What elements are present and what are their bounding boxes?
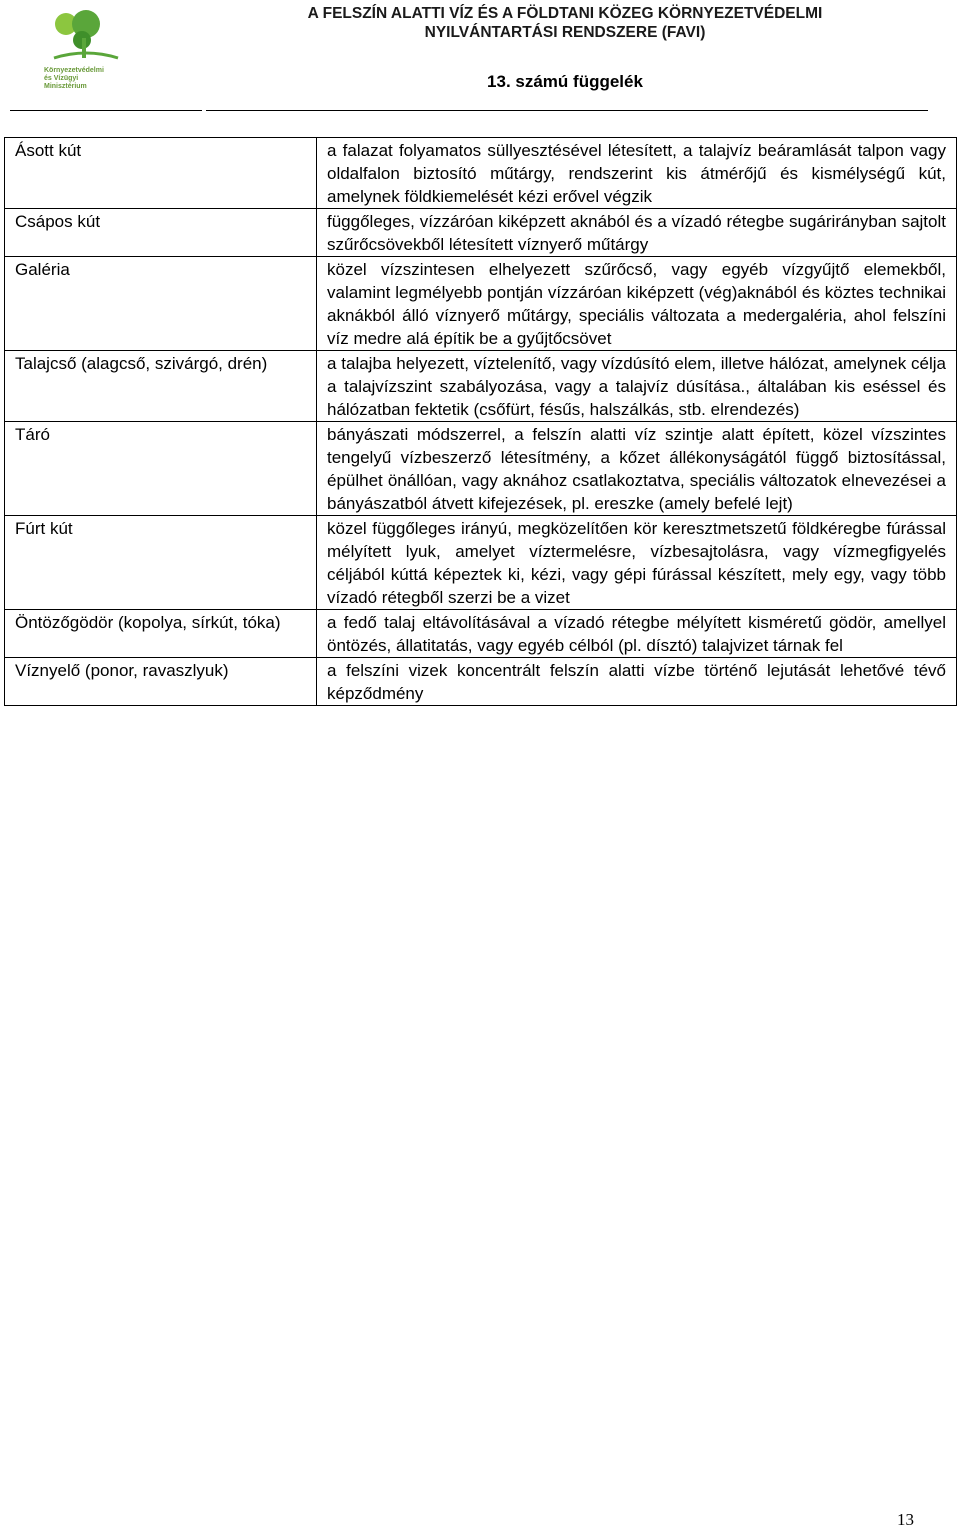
appendix-title: 13. számú függelék <box>487 72 643 91</box>
page-number: 13 <box>897 1510 914 1529</box>
definition-text: a talajba helyezett, víztelenítő, vagy vízdúsító elem, illetve hálózat, amelynek célja a talajvízszint szabályozása, vagy a talajvíz dúsítása., általában kis eséssel és hálózatban fektetik (csőfürt, fésűs, halszálkás, stb. elrendezés) <box>327 354 946 419</box>
definition-cell <box>317 257 957 351</box>
table-row <box>5 351 957 422</box>
definition-text: bányászati módszerrel, a felszín alatti víz szintje alatt épített, közel vízszintes tengelyű vízbeszerző létesítmény, a kőzet állékonyságától függő biztosítással, épülhet önállóan, vagy aknához csatlakoztatva, speciális változatok elnevezései a bányászatból átvett kifejezések, pl. ereszke (amely befelé lejt) <box>327 425 946 513</box>
header-rule-right <box>206 110 928 111</box>
table-row <box>5 516 957 610</box>
term-cell <box>5 138 317 209</box>
table-row <box>5 257 957 351</box>
definition-text: a falazat folyamatos süllyesztésével létesített, a talajvíz beáramlását talpon vagy oldalfalon biztosító műtárgy, rendszerint kis átmérőjű és kismélységű kút, amelynek földkiemelését kézi erővel végzik <box>327 141 946 206</box>
term-text: Víznyelő (ponor, ravaszlyuk) <box>15 661 229 680</box>
table-row <box>5 610 957 658</box>
header-title-line-1: A FELSZÍN ALATTI VÍZ ÉS A FÖLDTANI KÖZEG KÖRNYEZETVÉDELMI <box>307 5 823 22</box>
definition-cell <box>317 422 957 516</box>
definition-cell <box>317 658 957 706</box>
ministry-tree-logo-icon <box>38 4 138 66</box>
glossary-table <box>4 137 957 706</box>
table-row <box>5 422 957 516</box>
definition-text: a felszíni vizek koncentrált felszín alatti vízbe történő lejutását lehetővé tévő képződmény <box>327 661 946 703</box>
definition-cell <box>317 610 957 658</box>
definition-cell <box>317 138 957 209</box>
header-title-line-2: NYILVÁNTARTÁSI RENDSZERE (FAVI) <box>424 24 706 41</box>
term-cell <box>5 209 317 257</box>
definition-text: közel függőleges irányú, megközelítően kör keresztmetszetű földkéregbe fúrással mélyített lyuk, amelyet víztermelésre, vízbesajtolásra, vagy vízmegfigyelés céljából kúttá képeztek ki, kézi, vagy gépi fúrással készített, mely egy, vagy több vízadó rétegből szerzi be a vizet <box>327 519 946 607</box>
term-cell <box>5 516 317 610</box>
definition-text: közel vízszintesen elhelyezett szűrőcső, vagy egyéb vízgyűjtő elemekből, valamint legmélyebb pontján vízzáróan kiképzett (vég)aknából és köztes technikai aknákból álló víznyerő műtárgy, speciális változata a medergaléria, ahol felszíni víz medre alá építik be a gyűjtőcsövet <box>327 260 946 348</box>
table-row <box>5 138 957 209</box>
term-cell <box>5 422 317 516</box>
definition-text: függőleges, vízzáróan kiképzett aknából és a vízadó rétegbe sugárirányban sajtolt szűrőcsövekből létesített víznyerő műtárgy <box>327 212 946 254</box>
term-text: Ásott kút <box>15 141 82 160</box>
logo-text <box>44 67 138 91</box>
term-cell <box>5 257 317 351</box>
logo-line: Környezetvédelmi <box>44 67 104 74</box>
term-text: Talajcső (alagcső, szivárgó, drén) <box>15 354 268 373</box>
logo-line: és Vízügyi <box>44 75 79 82</box>
definition-cell <box>317 209 957 257</box>
logo-line: Minisztérium <box>44 83 87 90</box>
table-row <box>5 658 957 706</box>
document-header-title <box>230 4 900 42</box>
ministry-logo <box>38 4 138 102</box>
term-text: Táró <box>15 425 50 444</box>
header-rule-left <box>10 110 202 111</box>
term-text: Galéria <box>15 260 70 279</box>
definition-cell <box>317 351 957 422</box>
definition-cell <box>317 516 957 610</box>
term-text: Csápos kút <box>15 212 101 231</box>
table-row <box>5 209 957 257</box>
term-cell <box>5 658 317 706</box>
term-cell <box>5 610 317 658</box>
term-text: Öntözőgödör (kopolya, sírkút, tóka) <box>15 613 281 632</box>
definition-text: a fedő talaj eltávolításával a vízadó rétegbe mélyített kisméretű gödör, amellyel öntözés, állatitatás, vagy egyéb célból (pl. dísztó) talajvizet tárnak fel <box>327 613 946 655</box>
term-cell <box>5 351 317 422</box>
term-text: Fúrt kút <box>15 519 73 538</box>
